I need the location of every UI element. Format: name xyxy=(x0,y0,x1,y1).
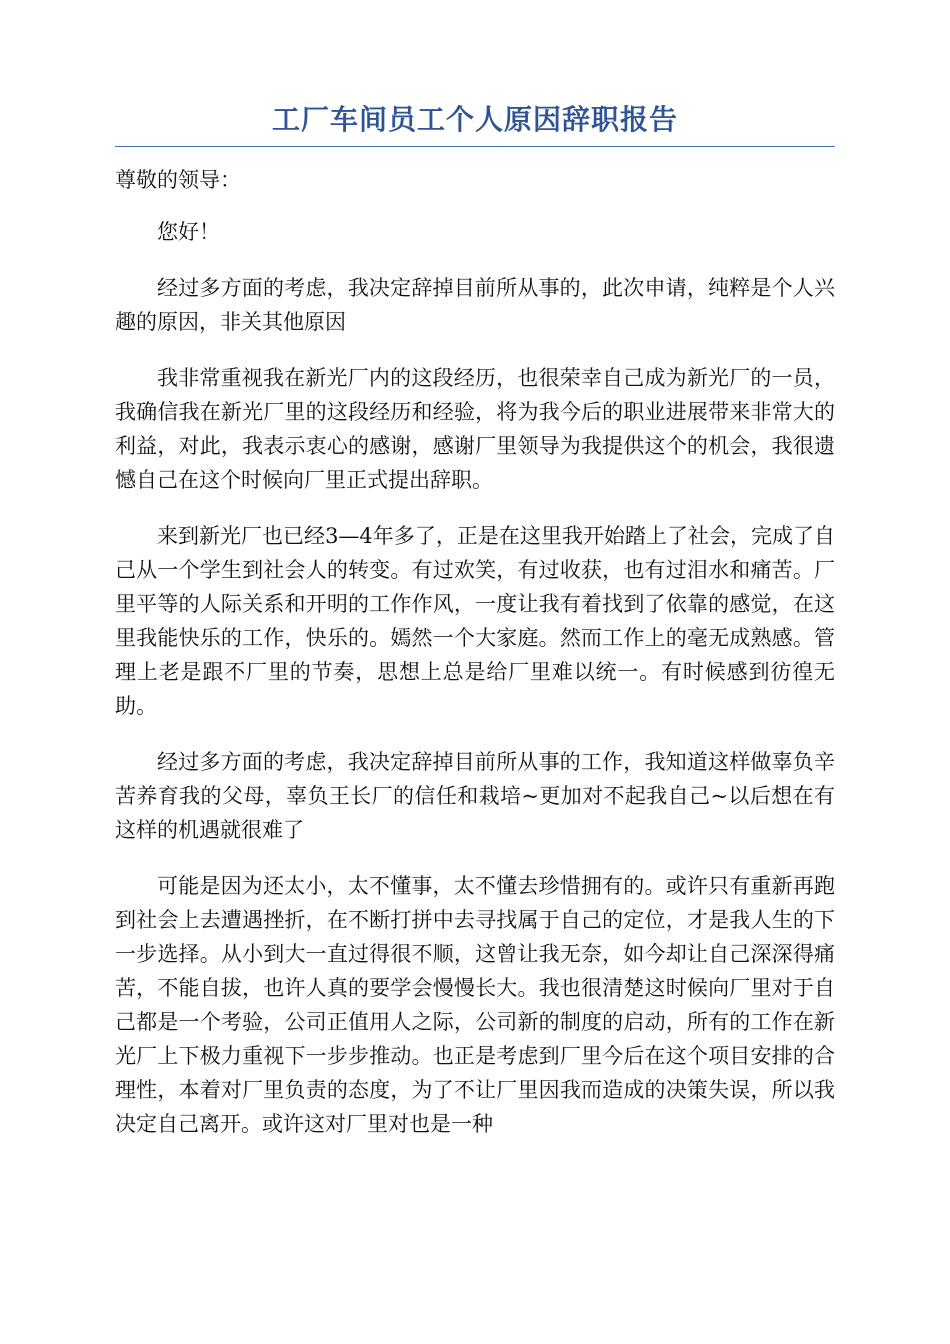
paragraph-decision: 经过多方面的考虑，我决定辞掉目前所从事的，此次申请，纯粹是个人兴趣的原因，非关其他原因 xyxy=(115,276,835,334)
salutation: 尊敬的领导： xyxy=(115,168,241,192)
paragraph-experience: 来到新光厂也已经3—4年多了，正是在这里我开始踏上了社会，完成了自己从一个学生到社会人的转变。有过欢笑，有过收获，也有过泪水和痛苦。厂里平等的人际关系和开明的工作作风，一度让我有着找到了依靠的感觉，在这里我能快乐的工作，快乐的。嫣然一个大家庭。然而工作上的毫无成熟感。管理上老是跟不厂里的节奏，思想上总是给厂里难以统一。有时候感到彷徨无助。 xyxy=(115,524,835,718)
paragraph-gratitude: 我非常重视我在新光厂内的这段经历，也很荣幸自己成为新光厂的一员，我确信我在新光厂里的这段经历和经验，将为我今后的职业进展带来非常大的利益，对此，我表示衷心的感谢，感谢厂里领导为我提供这个的机会，我很遗憾自己在这个时候向厂里正式提出辞职。 xyxy=(115,366,835,492)
paragraph-greeting: 您好！ xyxy=(157,220,220,244)
document-title: 工厂车间员工个人原因辞职报告 xyxy=(271,103,678,136)
paragraph-reconsideration: 经过多方面的考虑，我决定辞掉目前所从事的工作，我知道这样做辜负辛苦养育我的父母，辜负王长厂的信任和栽培~更加对不起我自己~以后想在有这样的机遇就很难了 xyxy=(115,750,835,842)
paragraph-reflection: 可能是因为还太小，太不懂事，太不懂去珍惜拥有的。或许只有重新再跑到社会上去遭遇挫折，在不断打拼中去寻找属于自己的定位，才是我人生的下一步选择。从小到大一直过得很不顺，这曾让我无奈，如今却让自己深深得痛苦，不能自拔，也许人真的要学会慢慢长大。我也很清楚这时候向厂里对于自己都是一个考验，公司正值用人之际，公司新的制度的启动，所有的工作在新光厂上下极力重视下一步步推动。也正是考虑到厂里今后在这个项目安排的合理性，本着对厂里负责的态度，为了不让厂里因我而造成的决策失误，所以我决定自己离开。或许这对厂里对也是一种 xyxy=(115,874,835,1136)
document-page xyxy=(115,100,835,1163)
title-underline xyxy=(115,146,835,147)
